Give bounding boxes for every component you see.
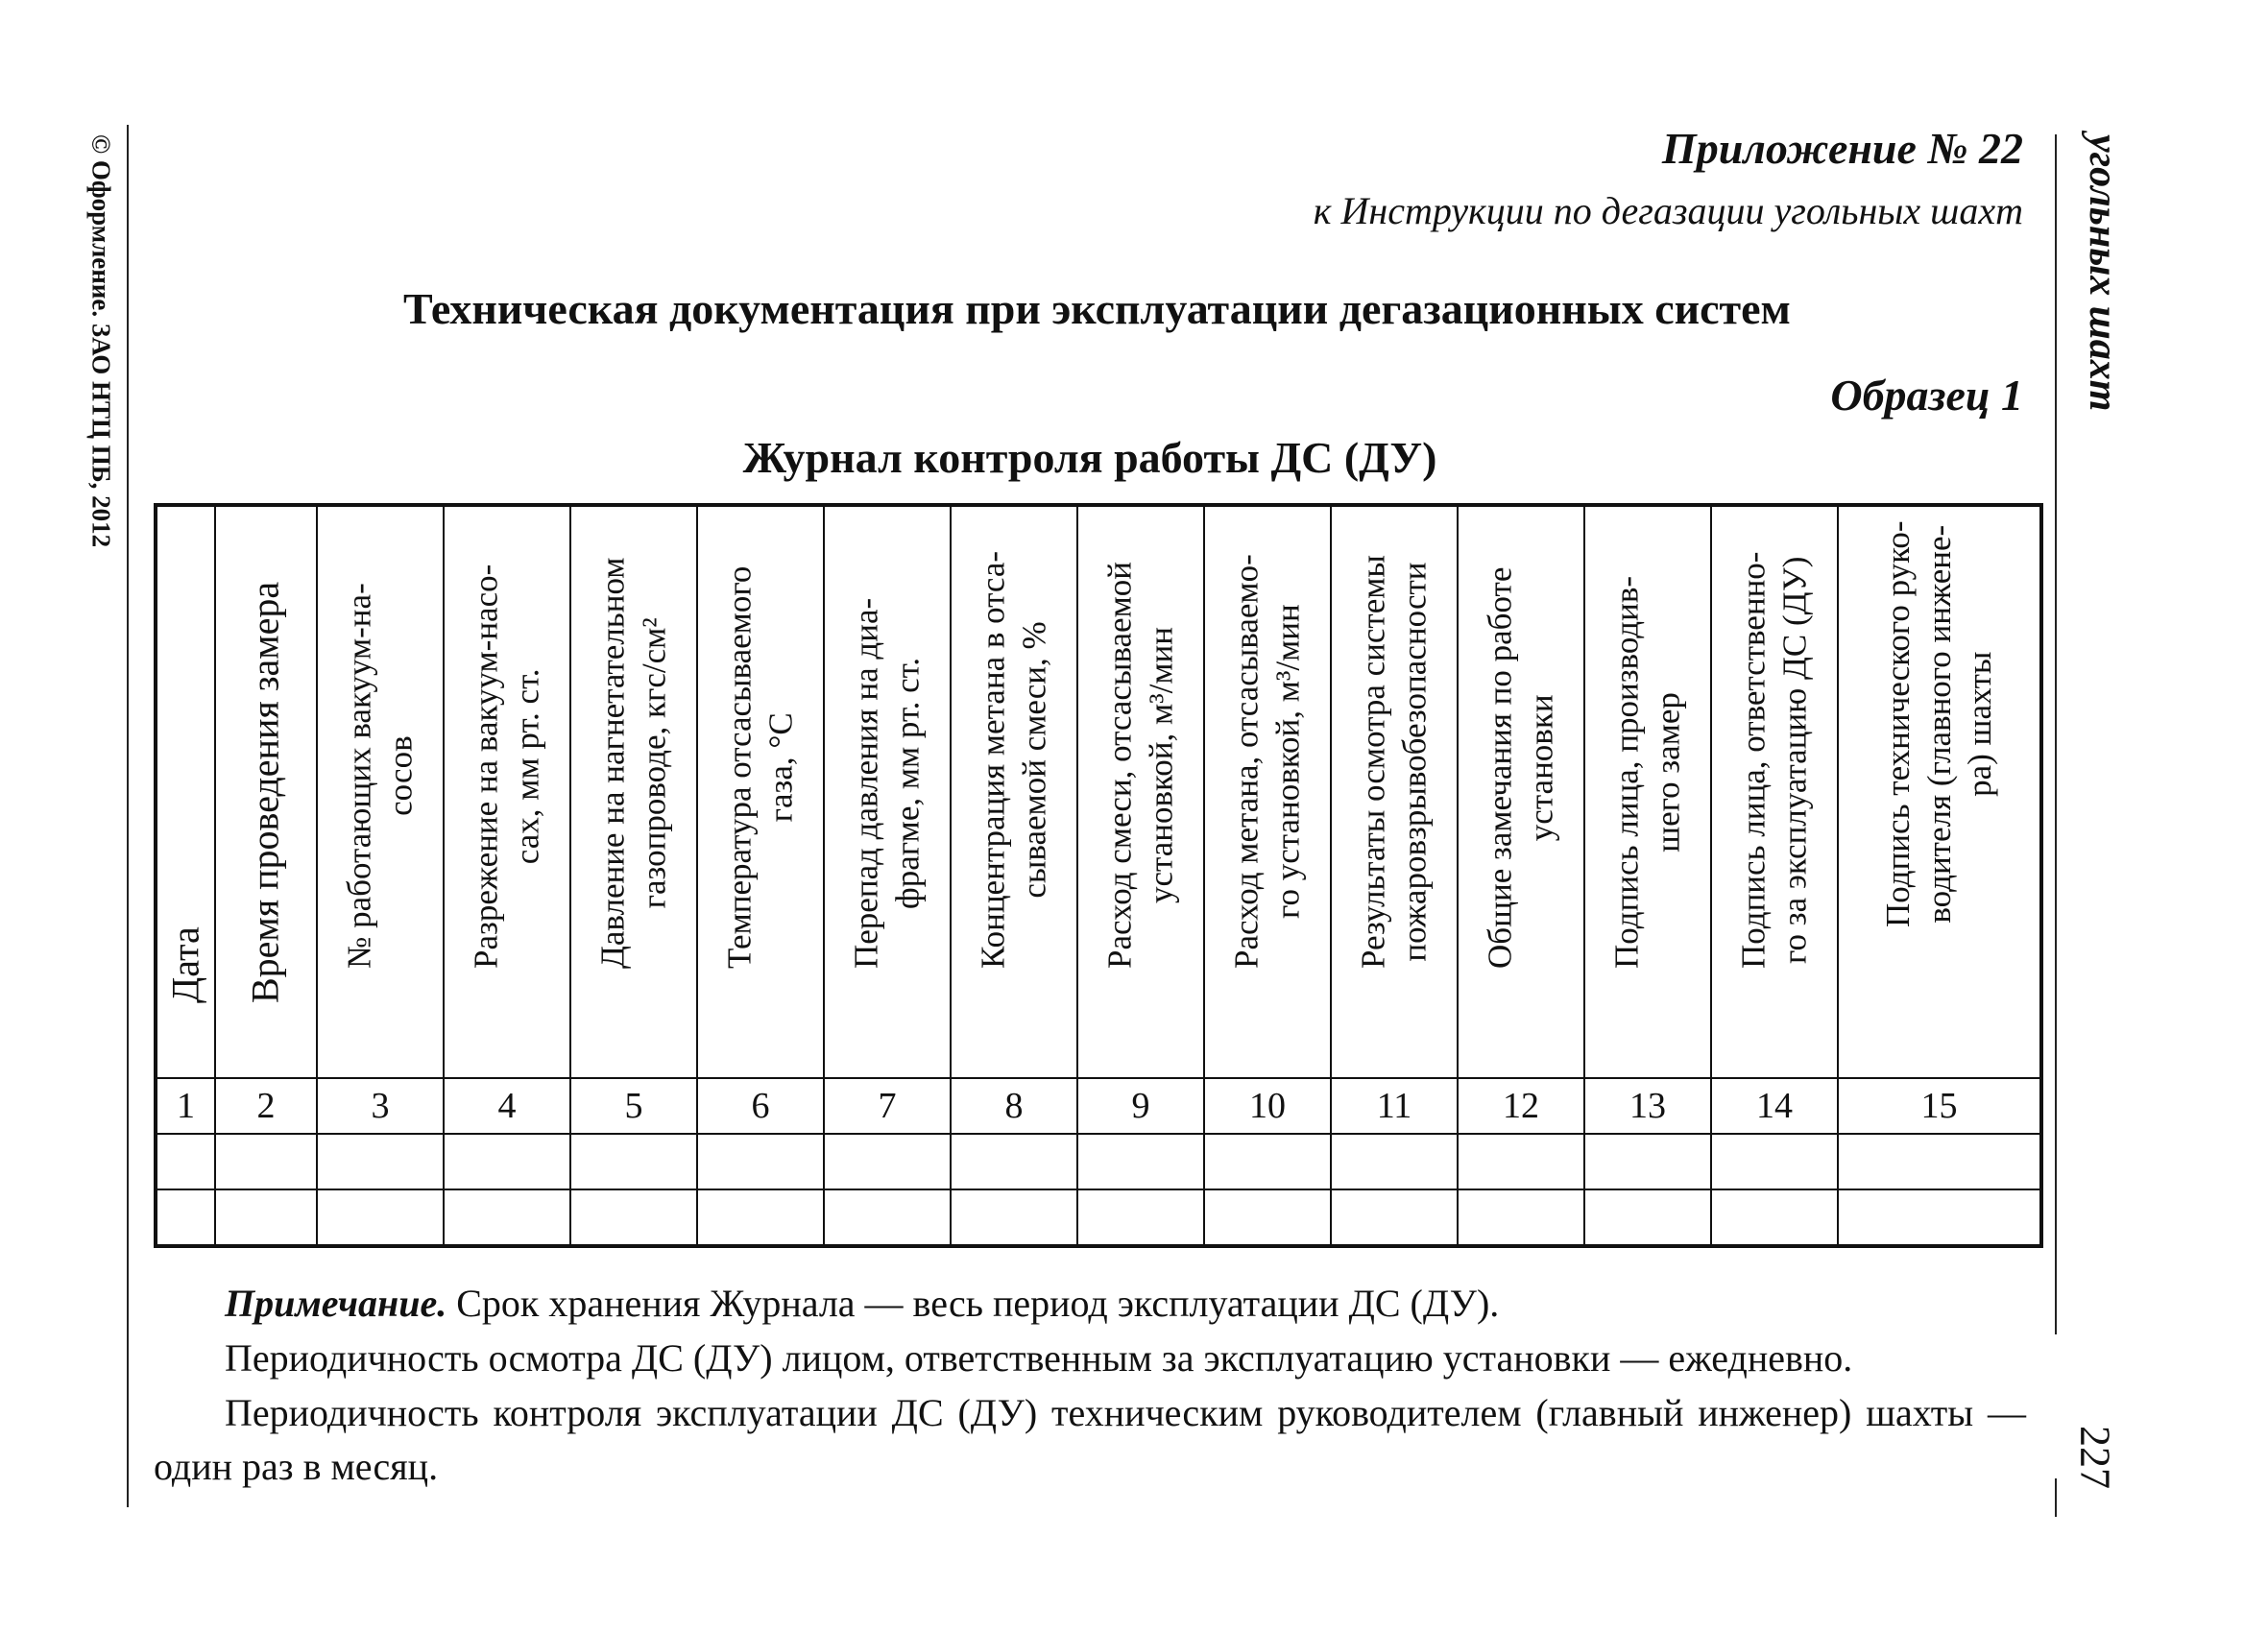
column-number: 8 xyxy=(951,1078,1077,1134)
table-cell xyxy=(317,1189,444,1246)
table-cell xyxy=(1331,1189,1458,1246)
note-paragraph: Периодичность осмотра ДС (ДУ) лицом, ответственным за эксплуатацию установки — ежедневно. xyxy=(225,1335,1853,1380)
copyright-sidebar xyxy=(82,134,120,595)
column-header-label: Время проведения замера xyxy=(243,582,287,1004)
column-number: 12 xyxy=(1458,1078,1584,1134)
column-number: 4 xyxy=(444,1078,570,1134)
table-cell xyxy=(444,1134,570,1189)
column-header xyxy=(570,505,697,1078)
table-cell xyxy=(1204,1134,1331,1189)
table-cell xyxy=(1711,1189,1838,1246)
table-cell xyxy=(951,1134,1077,1189)
table-header-row xyxy=(156,505,2041,1078)
table-cell xyxy=(1331,1134,1458,1189)
table-cell xyxy=(1584,1189,1711,1246)
table-cell xyxy=(317,1134,444,1189)
table-cell xyxy=(156,1189,215,1246)
right-margin-rule-lower xyxy=(2055,1478,2057,1517)
column-header xyxy=(1204,505,1331,1078)
note-paragraph xyxy=(154,1277,2026,1332)
note-label: Примечание. xyxy=(225,1282,447,1325)
column-number: 10 xyxy=(1204,1078,1331,1134)
column-number: 3 xyxy=(317,1078,444,1134)
column-header xyxy=(156,505,215,1078)
running-title: угольных шахт xyxy=(2081,134,2125,412)
column-number: 6 xyxy=(697,1078,824,1134)
left-margin-rule xyxy=(127,125,129,1507)
column-header-label: Расход метана, отсасываемо- го установкой, м³/мин xyxy=(1227,553,1306,969)
column-header-label: Разрежение на вакуум-насо- сах, мм рт. ст. xyxy=(467,564,545,969)
table-cell xyxy=(1584,1134,1711,1189)
note-paragraph: Периодичность контроля эксплуатации ДС (ДУ) техническим руководителем (главный инженер) шахты — один раз в месяц. xyxy=(154,1390,2026,1489)
column-number: 7 xyxy=(824,1078,951,1134)
column-header xyxy=(1458,505,1584,1078)
table-cell xyxy=(697,1134,824,1189)
column-header-label: Концентрация метана в отса- сываемой смеси, % xyxy=(974,550,1052,969)
column-header-label: Перепад давления на диа- фрагме, мм рт. ст. xyxy=(847,597,926,969)
column-number: 2 xyxy=(215,1078,317,1134)
column-number: 15 xyxy=(1838,1078,2041,1134)
table-cell xyxy=(951,1189,1077,1246)
table-cell xyxy=(156,1134,215,1189)
column-number: 1 xyxy=(156,1078,215,1134)
appendix-heading: Приложение № 22 xyxy=(1661,124,2023,173)
column-number: 11 xyxy=(1331,1078,1458,1134)
table-cell xyxy=(1204,1189,1331,1246)
column-header xyxy=(1584,505,1711,1078)
copyright-text: © Оформление. ЗАО НТЦ ПБ, 2012 xyxy=(86,134,116,548)
column-header xyxy=(824,505,951,1078)
table-cell xyxy=(570,1189,697,1246)
table-cell xyxy=(215,1134,317,1189)
right-margin-rule xyxy=(2055,134,2057,1334)
column-header xyxy=(1077,505,1204,1078)
journal-title: Журнал контроля работы ДС (ДУ) xyxy=(742,433,1437,482)
table-row xyxy=(156,1189,2041,1246)
column-header-label: № работающих вакуум-на- сосов xyxy=(340,582,419,969)
table-cell xyxy=(444,1189,570,1246)
table-row xyxy=(156,1134,2041,1189)
table-cell xyxy=(570,1134,697,1189)
column-header xyxy=(444,505,570,1078)
table-cell xyxy=(1711,1134,1838,1189)
sample-label: Образец 1 xyxy=(1830,371,2023,420)
appendix-subheading: к Инструкции по дегазации угольных шахт xyxy=(1313,189,2023,232)
document-title: Техническая документация при эксплуатации дегазационных систем xyxy=(403,284,1791,333)
table-cell xyxy=(1458,1189,1584,1246)
column-number: 13 xyxy=(1584,1078,1711,1134)
column-header xyxy=(215,505,317,1078)
column-header xyxy=(317,505,444,1078)
column-header-label: Давление на нагнетательном газопроводе, кгс/см² xyxy=(593,557,672,969)
table-cell xyxy=(824,1134,951,1189)
column-header-label: Результаты осмотра системы пожаровзрывобезопасности xyxy=(1354,554,1433,969)
table-cell xyxy=(1077,1134,1204,1189)
column-header xyxy=(951,505,1077,1078)
table-cell xyxy=(215,1189,317,1246)
note-text: Срок хранения Журнала — весь период эксплуатации ДС (ДУ). xyxy=(456,1282,1500,1325)
table-cell xyxy=(1077,1189,1204,1246)
column-header xyxy=(1838,505,2041,1078)
column-header xyxy=(1331,505,1458,1078)
column-header-label: Подпись технического руко- водителя (главного инжене- ра) шахты xyxy=(1878,520,1998,927)
column-number: 9 xyxy=(1077,1078,1204,1134)
table-cell xyxy=(1838,1134,2041,1189)
table-cell xyxy=(697,1189,824,1246)
table-cell xyxy=(1458,1134,1584,1189)
table-cell xyxy=(824,1189,951,1246)
column-header xyxy=(1711,505,1838,1078)
column-header-label: Дата xyxy=(163,926,207,1004)
column-number-row xyxy=(156,1078,2041,1134)
page-number: 227 xyxy=(2071,1426,2119,1489)
column-number: 5 xyxy=(570,1078,697,1134)
column-header-label: Температура отсасываемого газа, °С xyxy=(720,565,799,969)
note-block xyxy=(154,1277,2026,1495)
column-header-label: Подпись лица, производив- шего замер xyxy=(1607,575,1686,969)
column-header-label: Расход смеси, отсасываемой установкой, м³/мин xyxy=(1100,561,1179,969)
table-cell xyxy=(1838,1189,2041,1246)
column-header-label: Подпись лица, ответственно- го за эксплуатацию ДС (ДУ) xyxy=(1734,551,1813,969)
column-header-label: Общие замечания по работе установки xyxy=(1481,566,1559,969)
journal-table xyxy=(154,503,2043,1248)
column-header xyxy=(697,505,824,1078)
column-number: 14 xyxy=(1711,1078,1838,1134)
